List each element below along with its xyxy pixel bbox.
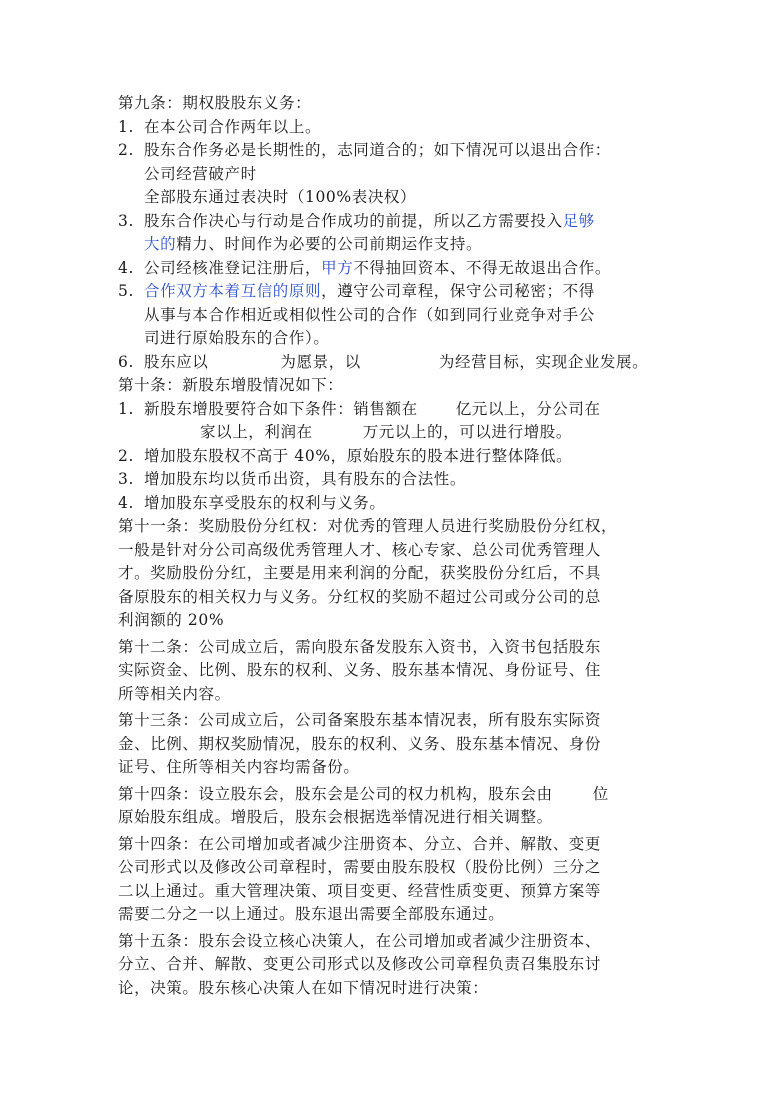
paragraph-line: 论，决策。股东核心决策人在如下情况时进行决策： [118, 978, 489, 997]
text-run: 第十四条：设立股东会，股东会是公司的权力机构，股东会由 [118, 784, 553, 803]
paragraph-line: 需要二分之一以上通过。股东退出需要全部股东通过。 [118, 905, 505, 923]
list-number: 4. [118, 258, 134, 277]
highlighted-text: 甲方 [321, 258, 354, 277]
list-number: 1. [118, 117, 134, 136]
paragraph-line: 证号、住所等相关内容均需备份。 [118, 758, 360, 776]
list-text: 增加股东均以货币出资，具有股东的合法性。 [144, 470, 467, 488]
text-run: 新股东增股要符合如下条件：销售额在 [144, 399, 418, 418]
list-number: 1. [118, 399, 134, 418]
paragraph-line: 第十一条：奖励股份分红权：对优秀的管理人员进行奖励股份分红权， [118, 517, 618, 535]
list-number: 5. [118, 282, 134, 300]
text-run: 万元以上的，可以进行增股。 [362, 423, 573, 441]
paragraph-line: 第十四条：在公司增加或者减少注册资本、分立、合并、解散、变更 [118, 834, 602, 853]
article-12 [118, 636, 663, 707]
text-run: 为经营目标，实现企业发展。 [438, 352, 649, 371]
list-text [144, 210, 663, 234]
paragraph-line: 分立、合并、解散、变更公司形式以及修改公司章程负责召集股东讨 [118, 955, 602, 973]
text-run: 为愿景，以 [280, 352, 361, 371]
text-run: 股东合作决心与行动是合作成功的前提，所以乙方需要投入 [144, 211, 563, 230]
article-10-item-2 [118, 445, 663, 469]
list-text: 股东合作务必是长期性的，志同道合的；如下情况可以退出合作： [144, 141, 611, 159]
article-15 [118, 930, 663, 1001]
article-9-item-2 [118, 139, 663, 210]
paragraph-line: 二以上通过。重大管理决策、项目变更、经营性质变更、预算方案等 [118, 881, 602, 900]
article-14-voting [118, 833, 663, 927]
text-run: 公司经核准登记注册后， [144, 258, 322, 277]
highlighted-text: 合作双方本着互信的原则 [144, 282, 322, 300]
paragraph-line: 才。奖励股份分红，主要是用来利润的分配，获奖股份分红后，不具 [118, 564, 602, 582]
paragraph-line: 一般是针对分公司高级优秀管理人才、核心专家、总公司优秀管理人 [118, 540, 602, 559]
list-number: 3. [118, 470, 134, 488]
list-text [144, 351, 663, 375]
article-9-item-1 [118, 116, 663, 140]
list-number: 2. [118, 141, 134, 159]
list-text: 增加股东享受股东的权利与义务。 [144, 493, 386, 512]
list-text: 公司经营破产时 [144, 164, 257, 183]
text-run: 位 [592, 784, 609, 803]
article-9-item-6 [118, 351, 663, 375]
paragraph-line: 实际资金、比例、股东的权利、义务、股东基本情况、身份证号、住 [118, 661, 602, 679]
list-text: 在本公司合作两年以上。 [144, 117, 322, 136]
list-number: 2. [118, 446, 134, 465]
article-13 [118, 709, 663, 780]
document-body [118, 92, 663, 1000]
paragraph-line: 金、比例、期权奖励情况，股东的权利、义务、股东基本情况、身份 [118, 734, 602, 753]
list-text [144, 421, 663, 445]
list-text: 增加股东股权不高于 40%，原始股东的股本进行整体降低。 [144, 446, 573, 465]
paragraph-line: 利润额的 20% [118, 611, 225, 629]
article-9-title: 第九条：期权股股东义务： [118, 94, 312, 112]
highlighted-text: 大的 [144, 235, 177, 253]
article-11 [118, 515, 663, 633]
text-run: 不得抽回资本、不得无故退出合作。 [353, 258, 611, 277]
article-10-item-1 [118, 398, 663, 445]
paragraph-line: 第十二条：公司成立后，需向股东备发股东入资书，入资书包括股东 [118, 637, 602, 656]
list-text: 全部股东通过表决时（100%表决权） [144, 188, 417, 206]
article-9-item-3 [118, 210, 663, 257]
list-text: 从事与本合作相近或相似性公司的合作（如到同行业竞争对手公 [144, 305, 595, 324]
highlighted-text: 足够 [562, 211, 595, 230]
list-number: 6. [118, 352, 134, 371]
article-14-shareholder-meeting [118, 783, 663, 830]
list-text [144, 233, 663, 257]
article-10-item-3 [118, 468, 663, 492]
text-run: ，遵守公司章程，保守公司秘密；不得 [321, 282, 595, 300]
article-9-item-4 [118, 257, 663, 281]
list-text [144, 257, 663, 281]
paragraph-line: 原始股东组成。增股后，股东会根据选举情况进行相关调整。 [118, 808, 553, 826]
list-number: 4. [118, 493, 134, 512]
article-10-item-4 [118, 492, 663, 516]
list-text [144, 398, 663, 422]
paragraph-line: 第十五条：股东会设立核心决策人，在公司增加或者减少注册资本、 [118, 931, 602, 950]
paragraph-line: 第十三条：公司成立后，公司备案股东基本情况表，所有股东实际资 [118, 711, 602, 729]
text-run: 家以上，利润在 [200, 423, 313, 441]
text-run: 亿元以上，分公司在 [455, 399, 601, 418]
paragraph-line: 公司形式以及修改公司章程时，需要由股东股权（股份比例）三分之 [118, 858, 602, 876]
paragraph-line [118, 783, 663, 807]
article-10-title: 第十条：新股东增股情况如下： [118, 376, 344, 394]
text-run: 精力、时间作为必要的公司前期运作支持。 [176, 235, 483, 253]
paragraph-line: 所等相关内容。 [118, 684, 231, 703]
text-run: 股东应以 [144, 352, 209, 371]
list-number: 3. [118, 211, 134, 230]
list-text [144, 280, 663, 304]
article-9-item-5 [118, 280, 663, 351]
list-text: 司进行原始股东的合作）。 [144, 329, 330, 347]
paragraph-line: 备原股东的相关权力与义务。分红权的奖励不超过公司或分公司的总 [118, 587, 602, 606]
